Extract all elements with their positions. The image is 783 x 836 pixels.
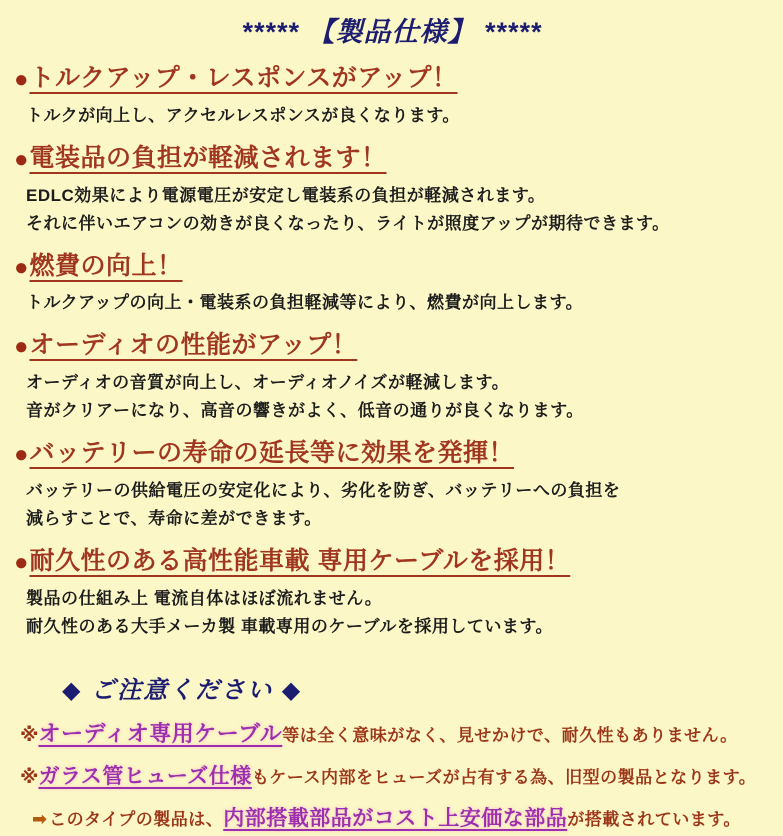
section-audio-performance <box>14 330 769 424</box>
section-heading-row <box>14 63 769 95</box>
bullet-icon: ● <box>14 253 29 281</box>
section-heading: バッテリーの寿命の延長等に効果を発揮！ <box>29 439 515 468</box>
section-body-line: 耐久性のある大手メーカ製 車載専用のケーブルを採用しています。 <box>26 616 553 636</box>
section-heading-row <box>14 546 769 578</box>
note-highlight: オーディオ専用ケーブル <box>38 720 283 746</box>
note-audio-cable <box>20 719 769 752</box>
section-heading: 電装品の負担が軽減されます！ <box>29 143 387 172</box>
section-heading-row <box>14 251 769 283</box>
section-heading: トルクアップ・レスポンスがアップ！ <box>29 64 458 92</box>
bullet-icon: ● <box>14 66 29 93</box>
right-arrow-icon: ➡ <box>32 808 48 829</box>
section-body-line: オーディオの音質が向上し、オーディオノイズが軽減します。 <box>26 373 510 393</box>
section-body-line: 減らすことで、寿命に差ができます。 <box>26 508 322 528</box>
section-heading-row <box>14 143 769 175</box>
note-prefix: このタイプの製品は、 <box>49 809 224 829</box>
note-cheap-parts <box>32 804 769 836</box>
bullet-icon: ● <box>14 145 29 173</box>
section-heading-row <box>14 330 769 362</box>
note-text: もケース内部をヒューズが占有する為、旧型の製品となります。 <box>251 767 757 787</box>
bullet-icon: ● <box>14 333 29 361</box>
section-heading-row <box>14 438 769 470</box>
note-text: が搭載されています。 <box>567 809 741 829</box>
note-highlight: ガラス管ヒューズ仕様 <box>38 764 252 788</box>
section-body-line: トルクアップの向上・電装系の負担軽減等により、燃費が向上します。 <box>26 293 584 313</box>
notice-header: ◆ ご注意ください ◆ <box>62 676 303 704</box>
section-electrical-load <box>14 143 769 237</box>
section-torque-response <box>14 63 769 129</box>
section-battery-life <box>14 438 769 532</box>
section-body-line: バッテリーの供給電圧の安定化により、劣化を防ぎ、バッテリーへの負担を <box>26 480 621 500</box>
section-body-line: EDLC効果により電源電圧が安定し電装系の負担が軽減されます。 <box>26 185 546 205</box>
note-glass-fuse <box>20 762 769 794</box>
note-text: 等は全く意味がなく、見せかけで、耐久性もありません。 <box>282 725 738 745</box>
page-title: ***** 【製品仕様】 ***** <box>241 17 542 47</box>
section-heading: 耐久性のある高性能車載 専用ケーブルを採用！ <box>29 546 571 575</box>
section-durable-cable <box>14 546 769 640</box>
section-heading: オーディオの性能がアップ！ <box>29 331 358 360</box>
reference-mark-icon: ※ <box>20 766 39 788</box>
reference-mark-icon: ※ <box>20 724 39 746</box>
section-fuel-economy <box>14 251 769 317</box>
note-highlight: 内部搭載部品がコスト上安価な部品 <box>223 806 568 830</box>
section-body-line: 音がクリアーになり、高音の響きがよく、低音の通りが良くなります。 <box>26 401 584 421</box>
section-body-line: トルクが向上し、アクセルレスポンスが良くなります。 <box>26 105 460 125</box>
section-body-line: それに伴いエアコンの効きが良くなったり、ライトが照度アップが期待できます。 <box>26 213 670 233</box>
bullet-icon: ● <box>14 441 29 469</box>
section-body-line: 製品の仕組み上 電流自体はほぼ流れません。 <box>26 588 383 608</box>
section-heading: 燃費の向上！ <box>29 251 183 280</box>
bullet-icon: ● <box>14 548 29 576</box>
